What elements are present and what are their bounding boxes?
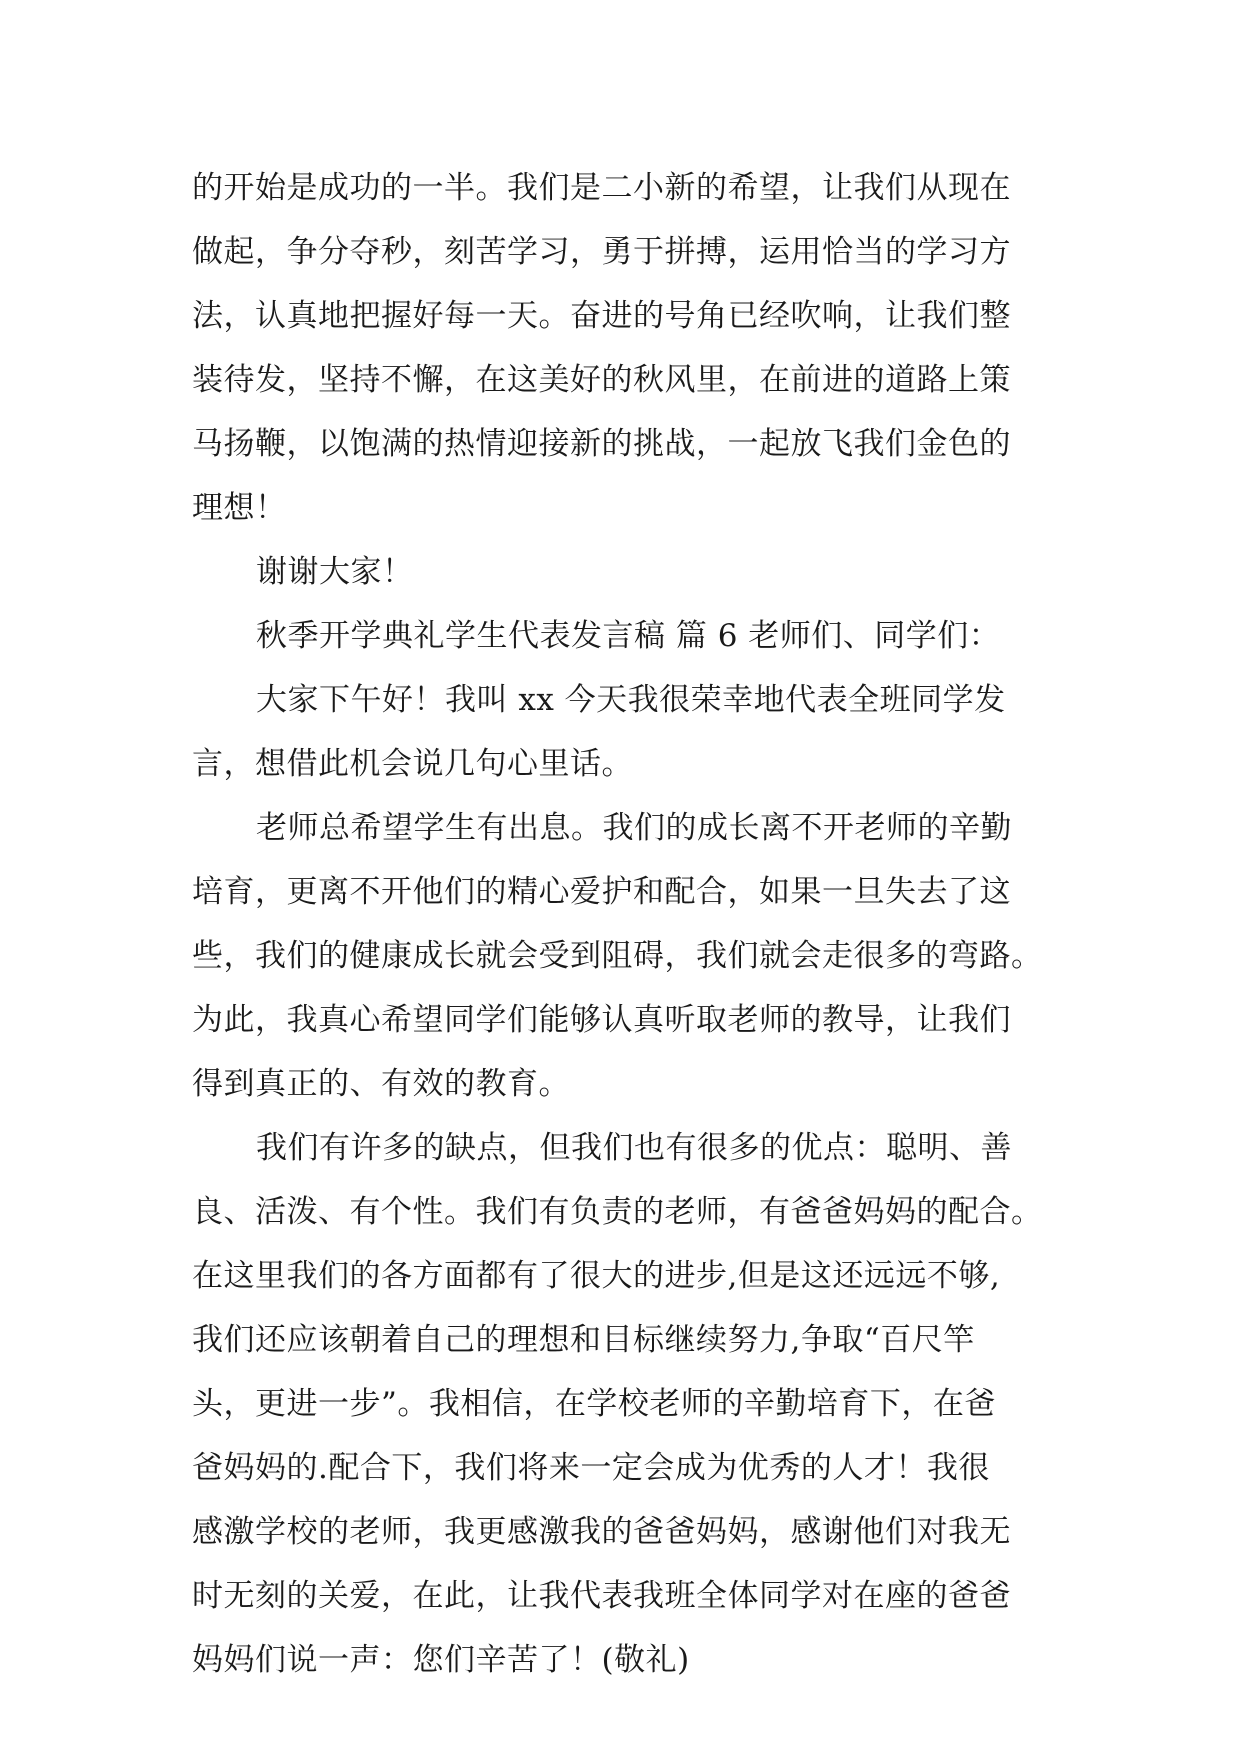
text-line: 妈妈们说一声：您们辛苦了！(敬礼) [192,1642,690,1678]
text-line: 谢谢大家！ [256,554,414,590]
text-line: 良、活泼、有个性。我们有负责的老师，有爸爸妈妈的配合。 [192,1194,1043,1230]
text-line: 大家下午好！我叫 xx 今天我很荣幸地代表全班同学发 [256,682,1006,718]
text-line: 的开始是成功的一半。我们是二小新的希望，让我们从现在 [192,170,1011,206]
text-line: 爸妈妈的.配合下，我们将来一定会成为优秀的人才！我很 [192,1450,990,1486]
text-line: 培育，更离不开他们的精心爱护和配合，如果一旦失去了这 [192,874,1011,910]
text-line: 头，更进一步”。我相信，在学校老师的辛勤培育下，在爸 [192,1386,996,1422]
section-heading: 秋季开学典礼学生代表发言稿 篇 6 老师们、同学们： [256,618,1001,654]
text-line: 法，认真地把握好每一天。奋进的号角已经吹响，让我们整 [192,298,1011,334]
text-line: 感激学校的老师，我更感激我的爸爸妈妈，感谢他们对我无 [192,1514,1011,1550]
text-line: 我们还应该朝着自己的理想和目标继续努力,争取“百尺竿 [192,1322,975,1358]
text-line: 我们有许多的缺点，但我们也有很多的优点：聪明、善 [256,1130,1012,1166]
text-line: 时无刻的关爱，在此，让我代表我班全体同学对在座的爸爸 [192,1578,1011,1614]
text-line: 在这里我们的各方面都有了很大的进步,但是这还远远不够, [192,1258,1001,1294]
text-line: 做起，争分夺秒，刻苦学习，勇于拼搏，运用恰当的学习方 [192,234,1011,270]
text-line: 马扬鞭，以饱满的热情迎接新的挑战，一起放飞我们金色的 [192,426,1011,462]
text-line: 为此，我真心希望同学们能够认真听取老师的教导，让我们 [192,1002,1011,1038]
text-line: 言，想借此机会说几句心里话。 [192,746,633,782]
text-line: 装待发，坚持不懈，在这美好的秋风里，在前进的道路上策 [192,362,1011,398]
text-line: 老师总希望学生有出息。我们的成长离不开老师的辛勤 [256,810,1012,846]
text-line: 理想！ [192,490,287,526]
document-body [192,156,1054,1692]
text-line: 得到真正的、有效的教育。 [192,1066,570,1102]
text-line: 些，我们的健康成长就会受到阻碍，我们就会走很多的弯路。 [192,938,1043,974]
